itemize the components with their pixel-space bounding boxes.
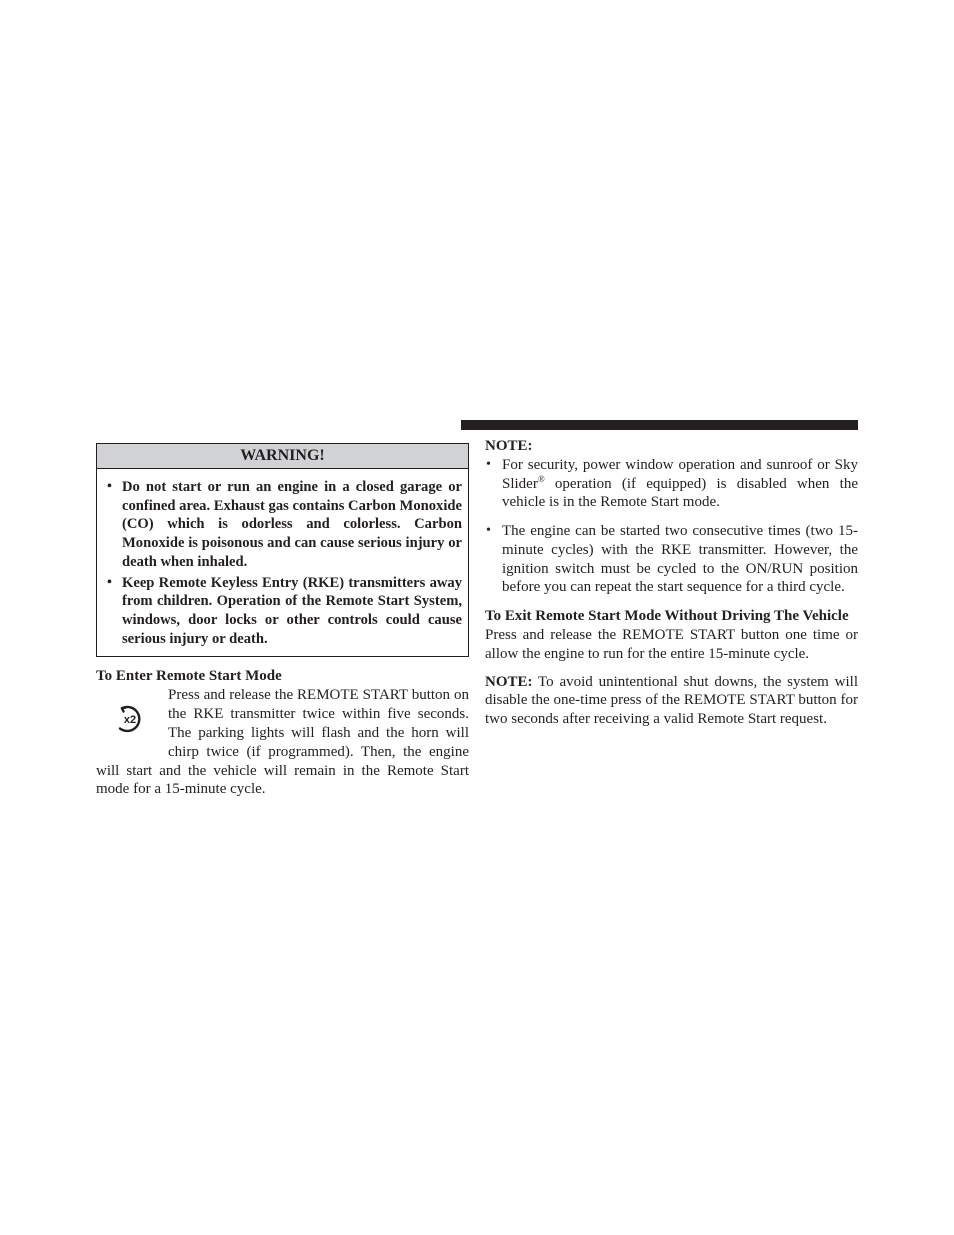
- warning-item-co: • Do not start or run an engine in a closed garage or confined area. Exhaust gas contains Carbon Monoxide (CO) which is odorless and colorless. Carbon Monoxide is poisonous and can cause serious injury or death when inhaled.: [105, 478, 462, 572]
- enter-remote-start-heading: To Enter Remote Start Mode: [96, 668, 282, 685]
- note-item-consecutive-starts: • The engine can be started two consecutive times (two 15-minute cycles) with the RKE transmitter. However, the ignition switch must be cycled to the ON/RUN position before you can repeat the start sequence for a third cycle.: [485, 522, 858, 597]
- warning-box: [96, 443, 469, 657]
- exit-remote-start-heading: To Exit Remote Start Mode Without Driving The Vehicle: [485, 607, 849, 624]
- warning-item-rke: • Keep Remote Keyless Entry (RKE) transmitters away from children. Operation of the Remote Start System, windows, door locks or other controls could cause serious injury or death.: [105, 574, 462, 649]
- exit-note: NOTE: To avoid unintentional shut downs, the system will disable the one-time press of the REMOTE START button for two seconds after receiving a valid Remote Start request.: [485, 673, 858, 728]
- page-header-bar: [461, 420, 858, 430]
- note-label: NOTE:: [485, 438, 533, 454]
- left-column: [96, 443, 469, 799]
- note-item-security: • For security, power window operation and sunroof or Sky Slider® operation (if equipped) is disabled when the vehicle is in the Remote Start mode.: [485, 456, 858, 512]
- warning-list: [97, 469, 468, 656]
- svg-text:x2: x2: [123, 714, 137, 727]
- note-list: [485, 456, 858, 597]
- remote-start-x2-icon: [102, 691, 158, 747]
- warning-title: WARNING!: [97, 444, 468, 469]
- exit-remote-start-body: Press and release the REMOTE START button one time or allow the engine to run for the entire 15-minute cycle.: [485, 626, 858, 662]
- enter-remote-start-section: [96, 667, 469, 799]
- enter-remote-start-body: Press and release the REMOTE START button on the RKE transmitter twice within five seconds. The parking lights will flash and the horn will chirp twice (if programmed). Then, the engine will start and the vehicle will remain in the Remote Start mode for a 15-minute cycle.: [96, 687, 469, 798]
- right-column: [485, 437, 858, 729]
